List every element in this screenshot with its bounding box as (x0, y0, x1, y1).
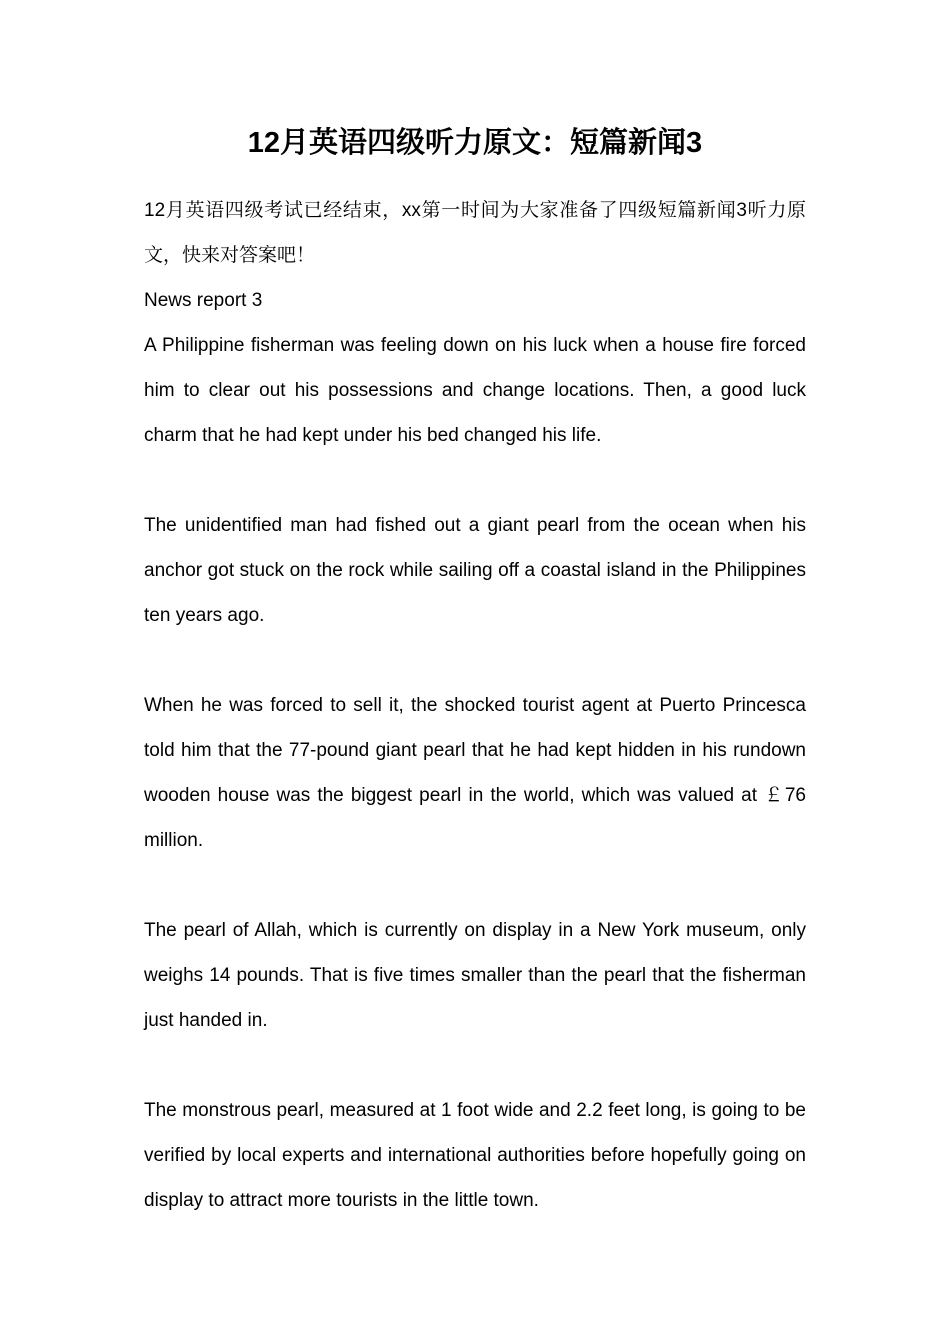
news-paragraph-4: The pearl of Allah, which is currently on display in a New York museum, only weighs 14 pounds. That is five times smaller than the pearl that the fisherman just handed in. (144, 920, 806, 1031)
news-paragraph-2: The unidentified man had fished out a giant pearl from the ocean when his anchor got stuck on the rock while sailing off a coastal island in the Philippines ten years ago. (144, 515, 806, 626)
section-label: News report 3 (144, 290, 263, 311)
intro-paragraph: 12月英语四级考试已经结束，xx第一时间为大家准备了四级短篇新闻3听力原文，快来对答案吧！ (144, 200, 806, 266)
news-paragraph-5: The monstrous pearl, measured at 1 foot wide and 2.2 feet long, is going to be verified by local experts and international authorities before hopefully going on display to attract more tourists in the little town. (144, 1100, 806, 1211)
paragraph-spacer (144, 1043, 806, 1088)
paragraph-spacer (144, 863, 806, 908)
page-title: 12月英语四级听力原文：短篇新闻3 (247, 127, 703, 159)
paragraph-spacer (144, 638, 806, 683)
document-body (144, 188, 806, 1223)
news-paragraph-3: When he was forced to sell it, the shocked tourist agent at Puerto Princesca told him that the 77-pound giant pearl that he had kept hidden in his rundown wooden house was the biggest pearl in the world, which was valued at ￡76 million. (144, 695, 806, 851)
news-paragraph-1: A Philippine fisherman was feeling down on his luck when a house fire forced him to clear out his possessions and change locations. Then, a good luck charm that he had kept under his bed changed his life. (144, 335, 806, 446)
paragraph-spacer (144, 458, 806, 503)
